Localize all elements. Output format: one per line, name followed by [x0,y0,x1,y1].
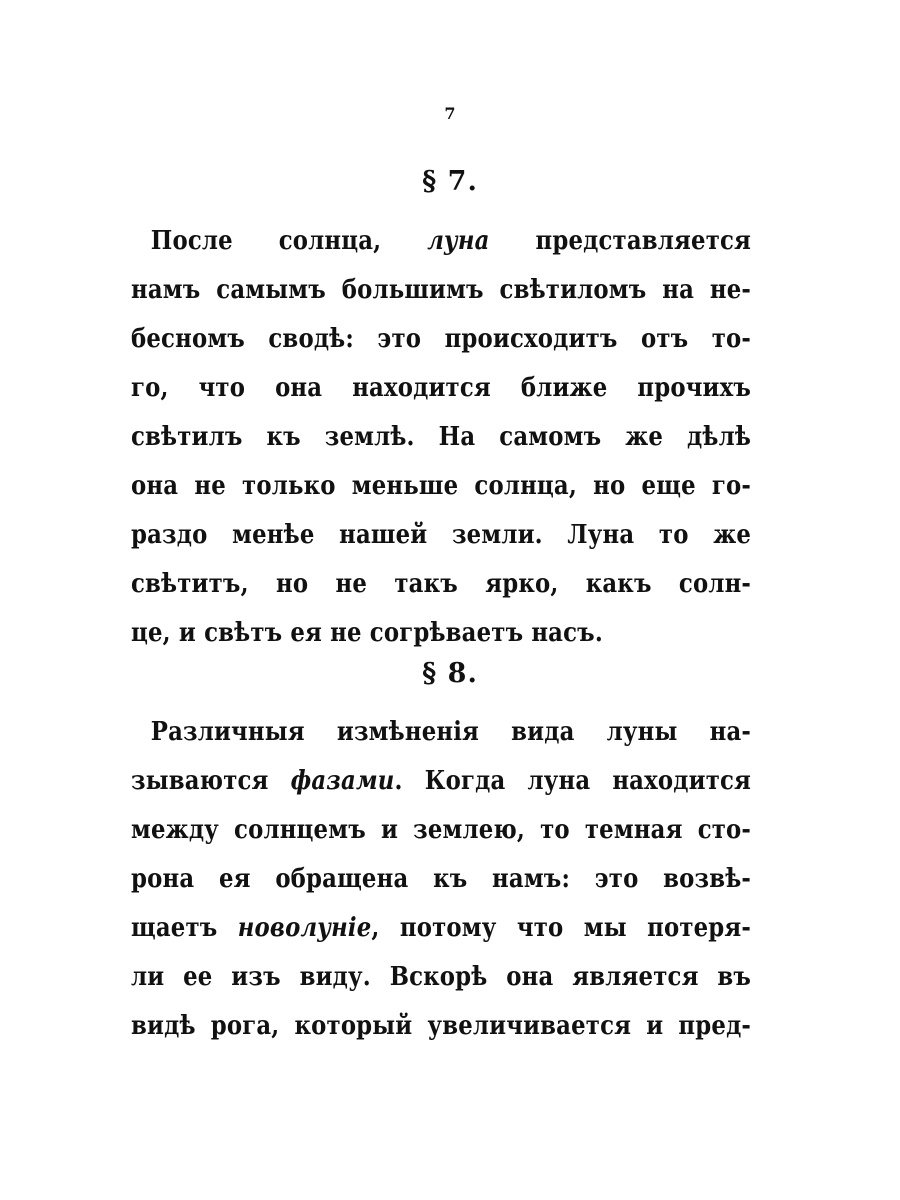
italic-term: новолуніе [237,912,372,943]
page-number: 7 [444,104,456,123]
text-line [131,216,751,265]
text-line: ли ее изъ виду. Вскорѣ она является въ [131,961,752,992]
italic-term: фазами [290,765,395,796]
section-8-body [131,707,751,1050]
section-heading-8: § 8. [422,658,478,689]
text-line: свѣтилъ къ землѣ. На самомъ же дѣлѣ [131,421,752,452]
text-line: бесномъ сводѣ: это происходитъ отъ то- [131,323,752,354]
text-line: го, что она находится ближе прочихъ [131,372,752,403]
text-span: . Когда луна находится [394,765,752,796]
text-line: раздо менѣе нашей земли. Луна то же [131,519,752,550]
section-7-body [131,216,751,657]
text-span: представляется [489,225,752,256]
text-line: рона ея обращена къ намъ: это возвѣ- [131,863,752,894]
text-line: намъ самымъ большимъ свѣтиломъ на не- [131,274,752,305]
text-line: она не только меньше солнца, но еще го- [131,470,752,501]
text-span: щаетъ [131,912,238,943]
text-line: це, и свѣтъ ея не согрѣваетъ насъ. [131,617,603,648]
text-line: Различныя измѣненія вида луны на- [150,716,752,747]
text-line: видѣ рога, который увеличивается и пред- [131,1010,752,1041]
text-line [131,903,751,952]
text-span: После солнца, [150,225,428,256]
section-heading-7: § 7. [422,166,478,197]
text-line: между солнцемъ и землею, то темная сто- [131,814,752,845]
text-span: зываются [131,765,291,796]
text-line [131,756,751,805]
text-span: , потому что мы потеря- [371,912,752,943]
italic-term: луна [427,225,490,256]
text-line: свѣтитъ, но не такъ ярко, какъ солн- [131,568,752,599]
